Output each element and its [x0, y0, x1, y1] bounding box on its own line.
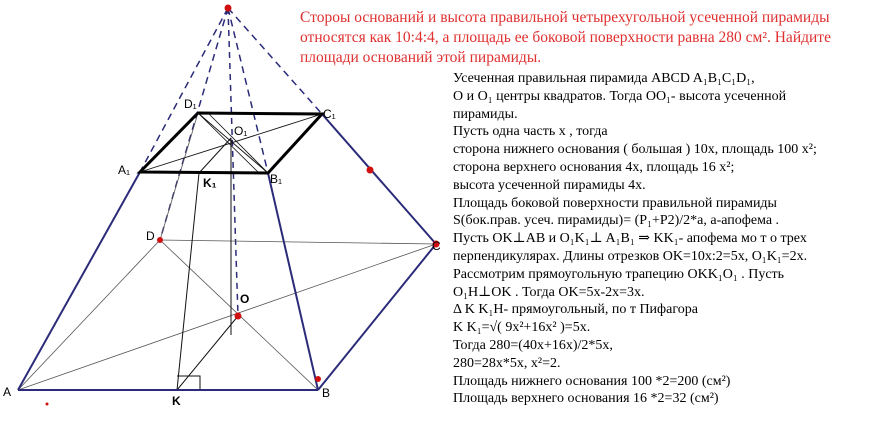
right-angle-mark — [177, 376, 200, 390]
solution-line: O и O₁ центры квадратов. Тогда OO₁- высота усеченной — [453, 88, 787, 104]
apex-point — [225, 5, 232, 12]
solution-line: пирамиды. — [453, 106, 518, 122]
solution-line: Усеченная правильная пирамида ABCD A₁B₁C₁D₁, — [453, 71, 755, 86]
solution-line: Рассмотрим прямоугольную трапецию OKK₁O₁ . Пусть — [453, 266, 785, 282]
solution-line: Δ K K₁H- прямоугольный, по т Пифагора — [453, 302, 698, 318]
solution-line: S(бок.прав. усеч. пирамиды)= (P₁+P2)/2*a, a-апофема . — [453, 213, 780, 229]
diag-ac — [18, 244, 436, 390]
solution-line: 280=28x*5x, x²=2. — [453, 355, 561, 371]
label-c1: C₁ — [323, 107, 336, 121]
edge-bc — [318, 244, 436, 390]
label-c: C — [432, 239, 441, 253]
label-d: D — [146, 229, 155, 243]
segment-o1k1 — [199, 138, 231, 173]
label-b: B — [322, 386, 331, 400]
label-k: K — [172, 394, 181, 408]
solution-line: сторона верхнего основания 4x, площадь 16 x²; — [453, 159, 735, 175]
label-o1: O₁ — [234, 124, 248, 138]
problem-statement: Стороы оснований и высота правильной четырехугольной усеченной пирамиды относятся как 10:4:4, а площадь ее боковой поверхности равна 280 см². Найдите площади оснований этой пирамиды. — [300, 9, 831, 66]
solution-line: Площадь боковой поверхности правильной пирамиды — [453, 195, 777, 211]
solution-line: перпендикулярах. Длины отрезков OK=10x:2=5x, O₁K₁=2x. — [453, 248, 808, 264]
solution-line: высота усеченной пирамиды 4x. — [453, 177, 646, 193]
solution-line: Площадь нижнего основания 100 *2=200 (см²) — [453, 373, 731, 389]
label-b1: B₁ — [270, 172, 283, 186]
label-o: O — [240, 292, 250, 306]
label-k1: K₁ — [203, 176, 217, 190]
upper-aux-2 — [198, 113, 258, 172]
edge-cc1 — [322, 114, 436, 244]
label-a: A — [3, 385, 12, 399]
solution-line: Пусть OK⊥AB и O₁K₁⊥ A₁B₁ ⇒ KK₁- апофема мо т о трех — [453, 231, 807, 247]
solution-line: Пусть одна часть x , тогда — [453, 124, 608, 140]
point-a-mark — [46, 403, 49, 406]
label-a1: A₁ — [118, 163, 131, 177]
edge-bb1 — [268, 173, 318, 390]
segment-ok — [177, 316, 238, 390]
point-d — [157, 237, 163, 243]
point-b — [315, 376, 321, 382]
edge-dc — [160, 240, 436, 244]
label-d1: D₁ — [184, 97, 197, 111]
dashed-edge-a — [140, 8, 228, 172]
dashed-height — [228, 8, 238, 316]
apothem-kk1 — [177, 173, 199, 390]
solution-line: Площадь верхнего основания 16 *2=32 (см²) — [453, 391, 719, 407]
solution-text — [453, 70, 868, 408]
solution-line: K K₁=√( 9x²+16x² )=5x. — [453, 320, 591, 336]
solution-line: Тогда 280=(40x+16x)/2*5x, — [453, 337, 613, 353]
upper-aux-1 — [208, 113, 268, 173]
point-bc-mark — [367, 167, 374, 174]
point-o — [235, 313, 242, 320]
solution-line: сторона нижнего основания ( большая ) 10x, площадь 100 x²; — [453, 142, 817, 158]
solution-line: O₁H⊥OK . Тогда OK=5x-2x=3x. — [453, 284, 645, 300]
